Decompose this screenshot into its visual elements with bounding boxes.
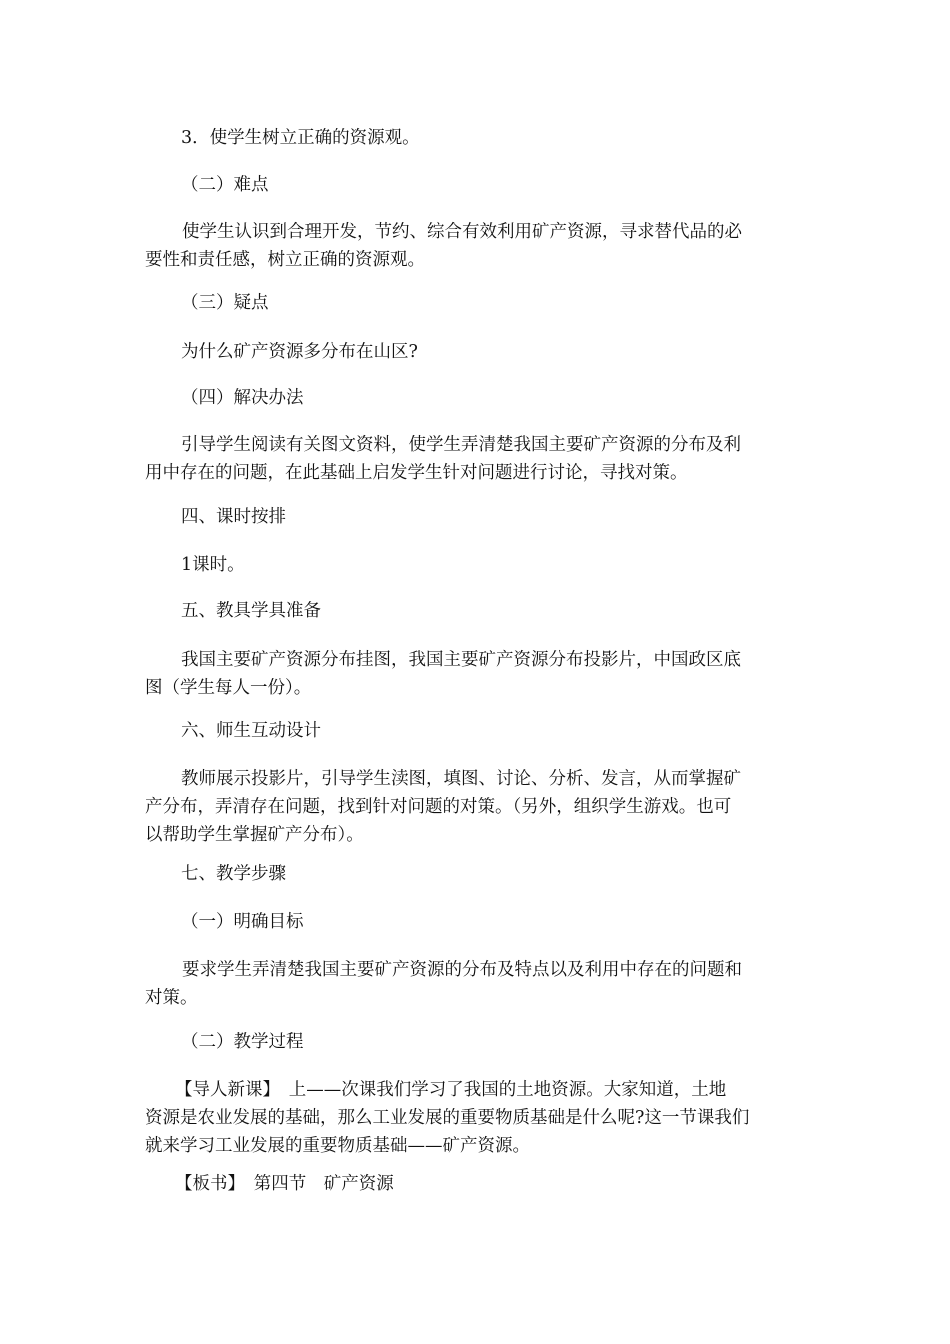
- text-line: （二）难点: [181, 175, 269, 195]
- text-line: 七、教学步骤: [181, 864, 286, 884]
- objective-item-3: [181, 124, 841, 152]
- doubt-paragraph: [181, 338, 841, 366]
- text-line: 3．使学生树立正确的资源观。: [181, 128, 420, 148]
- schedule-paragraph: [181, 551, 841, 579]
- text-line: 要求学生弄清楚我国主要矿产资源的分布及特点以及利用中存在的问题和: [182, 960, 742, 980]
- solution-paragraph: [145, 431, 805, 487]
- section-heading-goals: [181, 908, 841, 936]
- introduction-paragraph: [145, 1076, 805, 1160]
- text-line: 六、师生互动设计: [181, 721, 321, 741]
- text-line: （四）解决办法: [181, 388, 304, 408]
- text-line: 图（学生每人一份）。: [145, 678, 312, 698]
- section-heading-schedule: [181, 503, 841, 531]
- text-line: 教师展示投影片，引导学生渎图，填图、讨论、分析、发言，从而掌握矿: [181, 769, 741, 789]
- section-heading-solution: [181, 384, 841, 412]
- text-line: 1课时。: [181, 555, 245, 575]
- section-heading-steps: [181, 860, 841, 888]
- text-line: 【板书】 第四节 矿产资源: [175, 1174, 394, 1194]
- text-line: 我国主要矿产资源分布挂图，我国主要矿产资源分布投影片，中国政区底: [181, 650, 741, 670]
- interaction-paragraph: [145, 765, 805, 849]
- materials-paragraph: [145, 646, 805, 702]
- text-line: 五、教具学具准备: [181, 601, 321, 621]
- text-line: 资源是农业发展的基础，那么工业发展的重要物质基础是什么呢?这一节课我们: [145, 1108, 750, 1128]
- text-line: 对策。: [145, 988, 198, 1008]
- blackboard-heading: [175, 1170, 835, 1198]
- text-line: 要性和责任感，树立正确的资源观。: [145, 250, 425, 270]
- text-line: （三）疑点: [181, 293, 269, 313]
- text-line: 为什么矿产资源多分布在山区?: [181, 342, 418, 362]
- section-heading-difficulty: [181, 171, 841, 199]
- text-line: 产分布，弄清存在问题，找到针对问题的对策。（另外，组织学生游戏。也可: [145, 797, 732, 817]
- section-heading-interaction: [181, 717, 841, 745]
- goals-paragraph: [145, 956, 805, 1012]
- section-heading-process: [181, 1028, 841, 1056]
- text-line: （一）明确目标: [181, 912, 304, 932]
- text-line: 使学生认识到合理开发，节约、综合有效利用矿产资源，寻求替代品的必: [182, 222, 742, 242]
- section-heading-doubt: [181, 289, 841, 317]
- text-line: （二）教学过程: [181, 1032, 304, 1052]
- text-line: 引导学生阅读有关图文资料，使学生弄清楚我国主要矿产资源的分布及利: [181, 435, 741, 455]
- text-line: 四、课时按排: [181, 507, 286, 527]
- text-line: 用中存在的问题，在此基础上启发学生针对问题进行讨论，寻找对策。: [145, 463, 688, 483]
- text-line: 以帮助学生掌握矿产分布）。: [145, 825, 364, 845]
- text-line: 就来学习工业发展的重要物质基础——矿产资源。: [145, 1136, 530, 1156]
- difficulty-paragraph: [145, 218, 805, 274]
- text-line: 【导人新课】 上——次课我们学习了我国的土地资源。大家知道，土地: [175, 1080, 727, 1100]
- section-heading-materials: [181, 597, 841, 625]
